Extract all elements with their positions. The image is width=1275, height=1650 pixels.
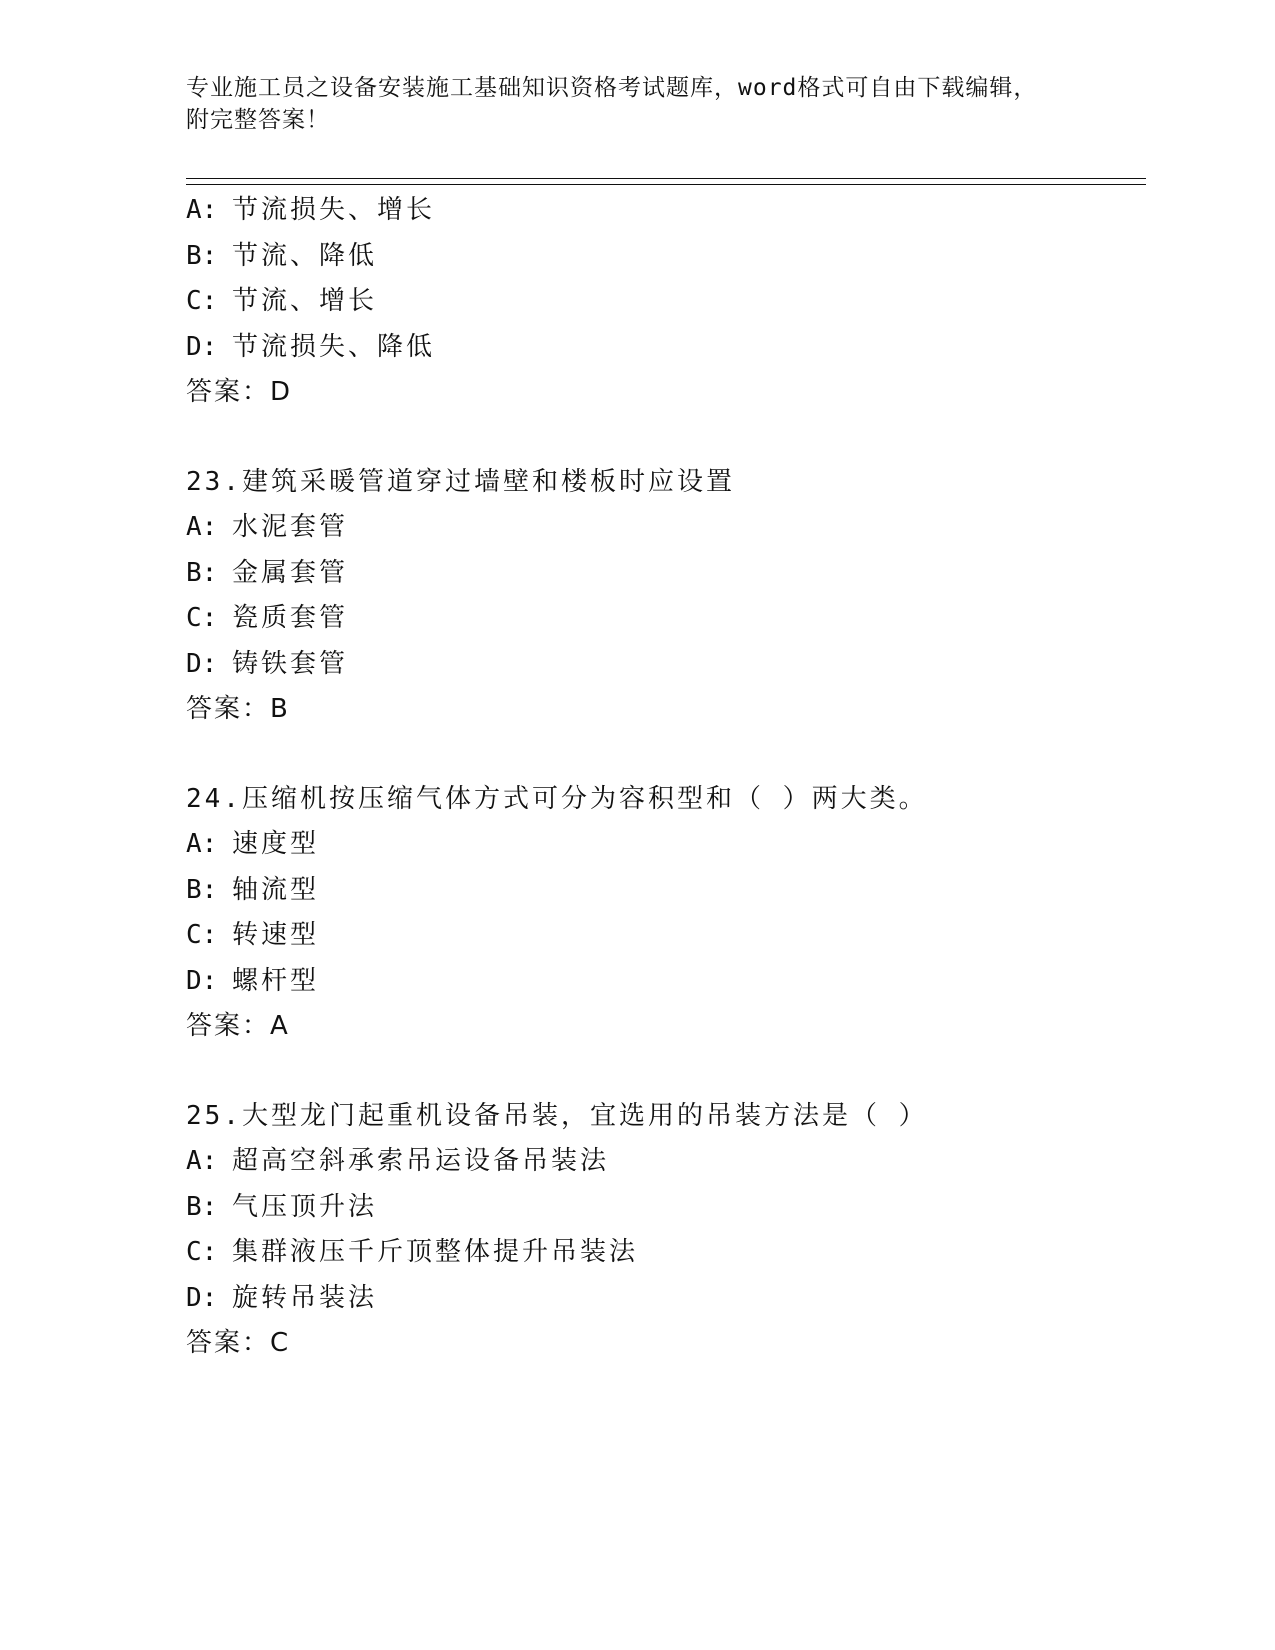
option-b [186,1185,1146,1231]
option-letter: C: [186,603,218,633]
option-letter: A: [186,195,218,225]
option-text: 转速型 [232,920,320,950]
option-letter: B: [186,1191,218,1222]
question-block-23 [186,460,1146,733]
option-text: 旋转吊装法 [232,1282,378,1313]
option-letter: B: [186,557,218,588]
option-letter: B: [186,874,218,905]
option-letter: D: [186,648,218,679]
option-d [186,959,1146,1005]
option-d [186,325,1146,371]
option-text: 螺杆型 [232,965,320,996]
option-d [186,1276,1146,1322]
answer-label: 答案： [186,1011,271,1041]
question-block-22 [186,188,1146,416]
option-a [186,505,1146,551]
option-a [186,1139,1146,1185]
answer-line [186,370,1146,416]
option-letter: C: [186,920,218,950]
option-text: 速度型 [232,829,320,859]
question-block-24 [186,777,1146,1050]
option-letter: A: [186,1146,218,1176]
option-letter: D: [186,965,218,996]
option-text: 超高空斜承索吊运设备吊装法 [232,1146,610,1176]
question-block-25 [186,1094,1146,1367]
question-title: 25.大型龙门起重机设备吊装，宜选用的吊装方法是（ ） [186,1100,928,1131]
option-letter: B: [186,240,218,271]
answer-value: B [270,694,289,724]
option-c [186,279,1146,325]
option-letter: A: [186,512,218,542]
answer-line [186,687,1146,733]
answer-label: 答案： [186,377,271,407]
spacer [186,1050,1146,1094]
header-line-1: 专业施工员之设备安装施工基础知识资格考试题库，word格式可自由下载编辑， [186,75,1038,101]
answer-line [186,1004,1146,1050]
option-text: 节流损失、增长 [232,195,436,225]
option-text: 节流、降低 [232,240,378,271]
option-b [186,234,1146,280]
option-c [186,596,1146,642]
option-text: 节流损失、降低 [232,331,436,362]
spacer [186,733,1146,777]
answer-value: C [270,1328,290,1358]
header-line-2: 附完整答案！ [186,107,330,133]
option-text: 金属套管 [232,557,349,588]
question-title: 23.建筑采暖管道穿过墙壁和楼板时应设置 [186,466,735,497]
option-b [186,551,1146,597]
answer-line [186,1321,1146,1367]
question-list [186,188,1146,1367]
document-page [186,0,1146,1650]
option-letter: C: [186,286,218,316]
option-text: 节流、增长 [232,286,378,316]
option-c [186,913,1146,959]
document-header [186,72,1086,136]
option-letter: D: [186,331,218,362]
option-a [186,188,1146,234]
option-text: 集群液压千斤顶整体提升吊装法 [232,1237,639,1267]
option-text: 水泥套管 [232,512,349,542]
option-a [186,822,1146,868]
option-text: 轴流型 [232,874,320,905]
question-title: 24.压缩机按压缩气体方式可分为容积型和（ ）两大类。 [186,783,928,814]
answer-value: A [270,1011,289,1041]
answer-label: 答案： [186,694,271,724]
option-text: 瓷质套管 [232,603,349,633]
option-letter: D: [186,1282,218,1313]
option-letter: A: [186,829,218,859]
spacer [186,416,1146,460]
answer-value: D [270,377,292,407]
option-letter: C: [186,1237,218,1267]
option-b [186,868,1146,914]
option-text: 铸铁套管 [232,648,349,679]
header-divider [186,178,1146,185]
answer-label: 答案： [186,1328,271,1358]
option-d [186,642,1146,688]
option-text: 气压顶升法 [232,1191,378,1222]
option-c [186,1230,1146,1276]
